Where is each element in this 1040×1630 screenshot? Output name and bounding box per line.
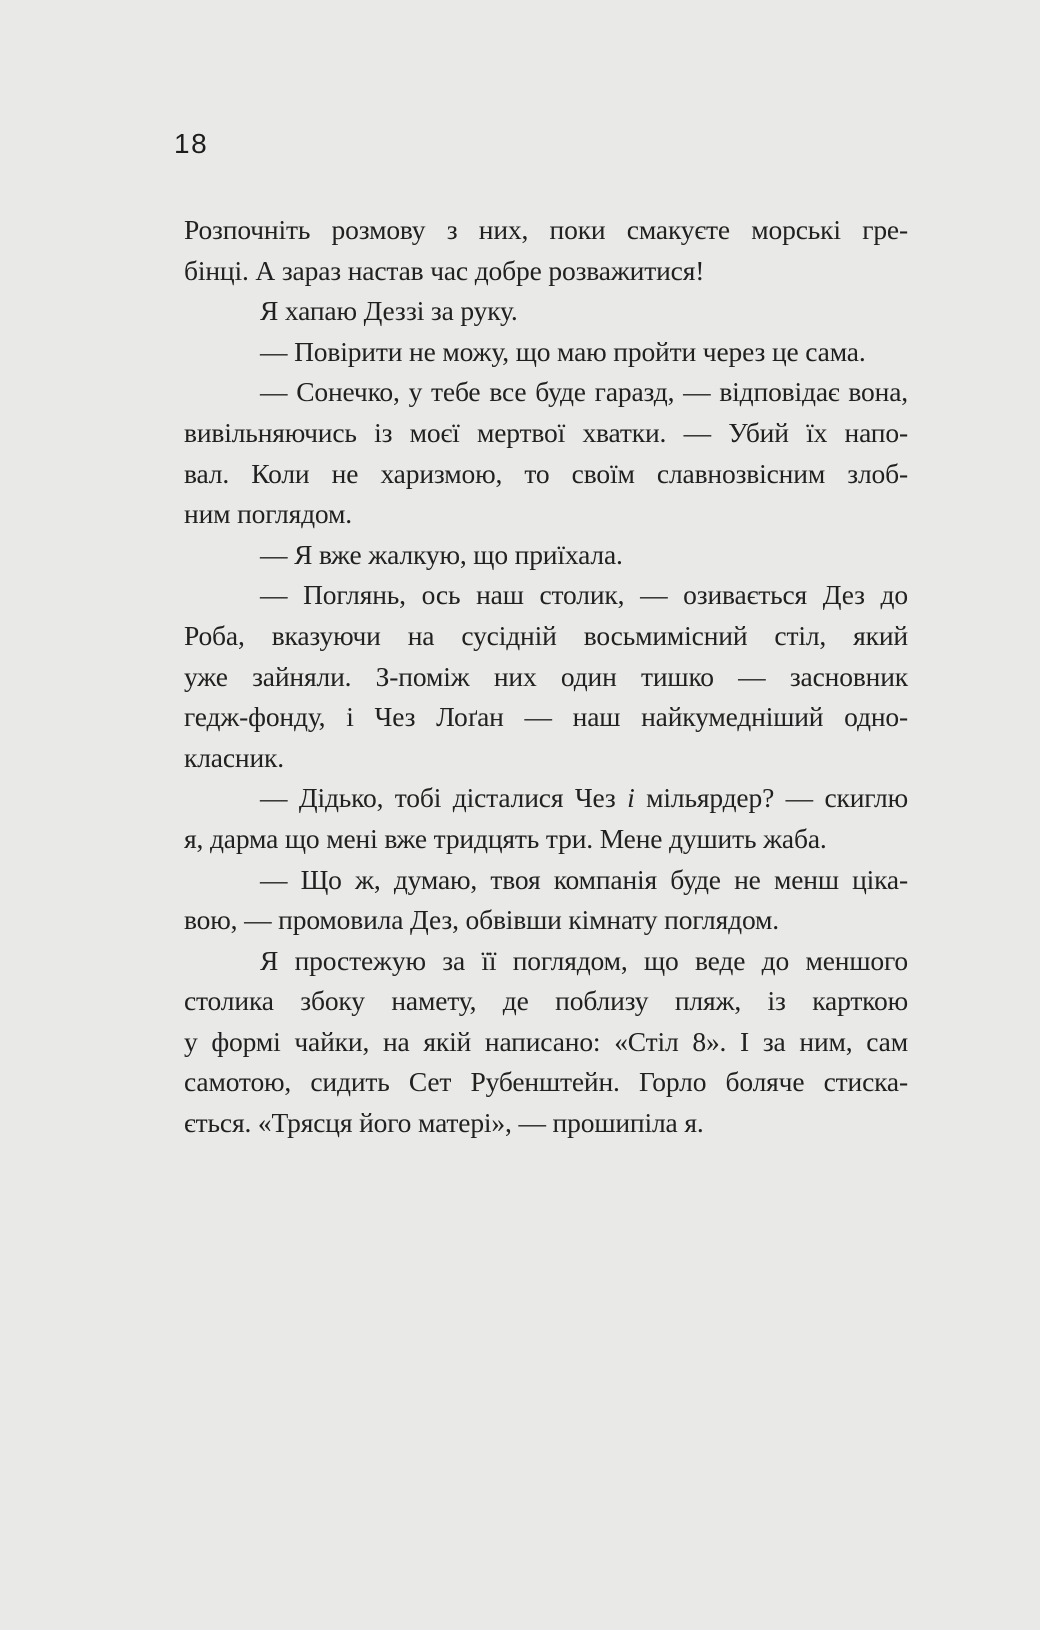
text-line: самотою, сидить Сет Рубенштейн. Горло боляче стиска-	[184, 1066, 908, 1098]
text-line: Роба, вказуючи на сусідній восьмимісний стіл, який	[184, 619, 908, 651]
text-line: Я простежую за її поглядом, що веде до меншого	[260, 944, 908, 976]
text-line: вивільняючись із моєї мертвої хватки. — Убий їх напо-	[184, 416, 908, 448]
text-line: — Поглянь, ось наш столик, — озивається Дез до	[260, 579, 908, 611]
text-line: уже зайняли. З-поміж них один тишко — засновник	[184, 660, 908, 692]
text-line: ється. «Трясця його матері», — прошипіла я.	[184, 1107, 704, 1139]
text-line: — Я вже жалкую, що приїхала.	[260, 538, 623, 570]
text-line: — Сонечко, у тебе все буде гаразд, — відповідає вона,	[260, 376, 908, 408]
text-line: — Повірити не можу, що маю пройти через це сама.	[260, 335, 866, 367]
text-line: вою, — промовила Дез, обвівши кімнату поглядом.	[184, 904, 779, 936]
text-line: Я хапаю Деззі за руку.	[260, 295, 518, 327]
text-line: вал. Коли не харизмою, то своїм славнозвісним злоб-	[184, 457, 908, 489]
text-line: — Що ж, думаю, твоя компанія буде не менш ціка-	[260, 863, 908, 895]
text-line: я, дарма що мені вже тридцять три. Мене душить жаба.	[184, 822, 827, 854]
text-line: бінці. А зараз настав час добре розважитися!	[184, 254, 705, 286]
text-line: ним поглядом.	[184, 498, 352, 530]
page-number: 18	[174, 128, 209, 159]
text-line: у формі чайки, на якій написано: «Стіл 8». І за ним, сам	[184, 1025, 908, 1057]
text-line: — Дідько, тобі дісталися Чез і мільярдер? — скиглю	[260, 782, 908, 814]
text-line: столика збоку намету, де поблизу пляж, із карткою	[184, 985, 908, 1017]
text-line: класник.	[184, 741, 284, 773]
page-text	[184, 210, 908, 1144]
text-line: гедж-фонду, і Чез Лоґан — наш найкумедніший одно-	[184, 701, 908, 733]
text-line: Розпочніть розмову з них, поки смакуєте морські гре-	[184, 214, 908, 245]
